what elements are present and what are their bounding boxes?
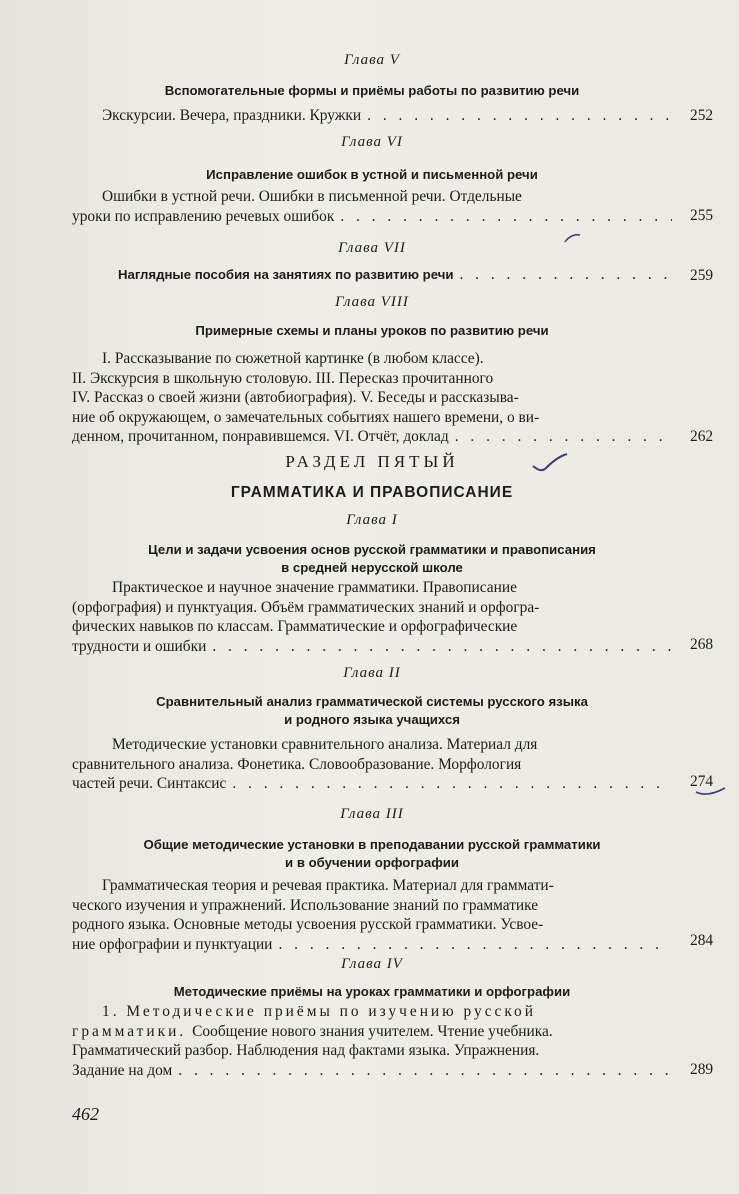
grammar-chapter-2-page: 274: [690, 773, 714, 790]
entry-line: II. Экскурсия в школьную столовую. III. Пересказ прочитанного: [72, 369, 494, 387]
chapter-6-label: Глава VI: [341, 134, 403, 150]
chapter-6-page: 255: [690, 207, 714, 224]
entry-line: ние орфографии и пунктуации: [72, 935, 273, 953]
entry-line: ческого изучения и упражнений. Использование знаний по грамматике: [72, 896, 539, 914]
title-line: и в обучении орфографии: [285, 855, 459, 870]
entry-line: 1. Методические приёмы по изучению русской: [102, 1003, 536, 1020]
entry-line: Ошибки в устной речи. Ошибки в письменной речи. Отдельные: [102, 188, 522, 205]
chapter-5-entry: [72, 106, 672, 126]
grammar-chapter-4-label: Глава IV: [341, 956, 403, 972]
leader-dots: [178, 1061, 672, 1081]
chapter-7-entry: [72, 265, 672, 285]
chapter-5-title: Вспомогательные формы и приёмы работы по развитию речи: [164, 83, 580, 98]
entry-line: фических навыков по классам. Грамматические и орфографические: [72, 618, 518, 635]
leader-dots: [278, 935, 672, 955]
entry-line: сравнительного анализа. Фонетика. Словообразование. Морфология: [72, 755, 522, 773]
chapter-7-title: Наглядные пособия на занятиях по развитию речи: [118, 267, 454, 282]
leader-dots: [459, 265, 672, 285]
grammar-chapter-1-entry: [72, 578, 672, 656]
grammar-chapter-1-title: [72, 541, 672, 577]
title-line: Цели и задачи усвоения основ русской грамматики и правописания: [148, 542, 596, 557]
grammar-chapter-2-title: [72, 693, 672, 729]
chapter-8-page: 262: [690, 428, 714, 445]
title-line: Общие методические установки в преподавании русской грамматики: [143, 837, 601, 852]
grammar-chapter-3-title: [72, 836, 672, 872]
grammar-chapter-3-label: Глава III: [340, 806, 404, 822]
grammar-chapter-3-entry: [72, 876, 672, 954]
entry-line: Практическое и научное значение грамматики. Правописание: [112, 579, 517, 596]
chapter-7-page: 259: [690, 267, 714, 284]
leader-dots: [367, 106, 672, 126]
title-line: в средней нерусской школе: [281, 560, 463, 575]
chapter-8-label: Глава VIII: [335, 294, 409, 310]
entry-line: Методические установки сравнительного анализа. Материал для: [112, 736, 538, 753]
grammar-chapter-4-title: Методические приёмы на уроках грамматики и орфографии: [173, 984, 571, 999]
leader-dots: [340, 207, 672, 227]
entry-line: частей речи. Синтаксис: [72, 775, 227, 792]
entry-line: Грамматическая теория и речевая практика. Материал для граммати-: [102, 877, 554, 894]
chapter-6-title: Исправление ошибок в устной и письменной речи: [206, 167, 538, 182]
chapter-5-page: 252: [690, 107, 714, 124]
title-line: Сравнительный анализ грамматической системы русского языка: [156, 694, 588, 709]
leader-dots: [455, 427, 672, 447]
entry-line: (орфография) и пунктуация. Объём грамматических знаний и орфогра-: [72, 598, 540, 616]
chapter-8-entry: [72, 349, 672, 447]
pen-underline-mark: [694, 784, 728, 798]
grammar-chapter-4-page: 289: [690, 1061, 714, 1078]
pen-stroke-mark: [563, 232, 583, 246]
grammar-chapter-3-page: 284: [690, 932, 714, 949]
grammar-chapter-1-label: Глава I: [346, 512, 398, 528]
section-subtitle: ГРАММАТИКА И ПРАВОПИСАНИЕ: [230, 484, 514, 501]
grammar-chapter-2-entry: [72, 735, 672, 794]
chapter-5-label: Глава V: [344, 52, 400, 68]
entry-line: трудности и ошибки: [72, 637, 207, 655]
entry-line: Сообщение нового знания учителем. Чтение учебника.: [192, 1022, 553, 1040]
entry-line: денном, прочитанном, понравившемся. VI. Отчёт, доклад: [72, 428, 449, 445]
chapter-6-entry: [72, 187, 672, 226]
entry-line: IV. Рассказ о своей жизни (автобиография). V. Беседы и рассказыва-: [72, 389, 519, 406]
entry-text: Экскурсии. Вечера, праздники. Кружки: [102, 107, 362, 124]
leader-dots: [212, 637, 672, 657]
title-line: и родного языка учащихся: [284, 712, 460, 727]
pen-tick-mark: [530, 452, 570, 474]
grammar-chapter-1-page: 268: [690, 636, 714, 653]
leader-dots: [232, 774, 672, 794]
chapter-7-label: Глава VII: [338, 240, 406, 256]
entry-line: I. Рассказывание по сюжетной картинке (в любом классе).: [102, 350, 484, 367]
entry-line: родного языка. Основные методы усвоения русской грамматики. Усвое-: [72, 916, 544, 933]
grammar-chapter-2-label: Глава II: [343, 665, 401, 681]
section-title: РАЗДЕЛ ПЯТЫЙ: [285, 452, 459, 471]
entry-line: ние об окружающем, о замечательных событиях нашего времени, о ви-: [72, 408, 540, 426]
entry-line: Грамматический разбор. Наблюдения над фактами языка. Упражнения.: [72, 1042, 540, 1059]
entry-line: уроки по исправлению речевых ошибок: [72, 207, 335, 225]
grammar-chapter-4-entry: [72, 1002, 672, 1080]
entry-line-spaced: грамматики.: [72, 1022, 187, 1040]
chapter-8-title: Примерные схемы и планы уроков по развитию речи: [195, 323, 549, 338]
page-number: 462: [72, 1104, 99, 1124]
entry-line: Задание на дом: [72, 1061, 173, 1079]
